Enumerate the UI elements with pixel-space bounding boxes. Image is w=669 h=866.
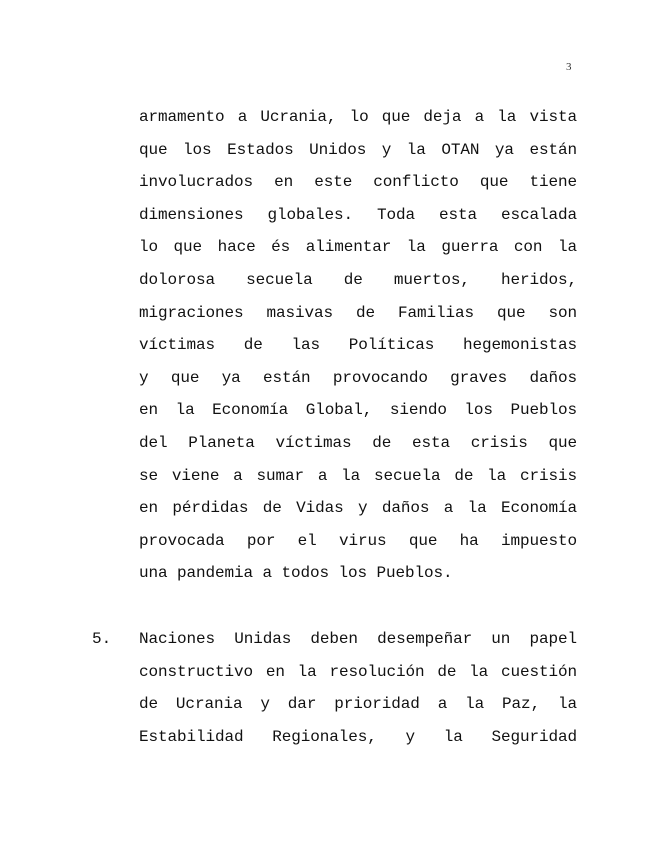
paragraph-line: dolorosa secuela de muertos, heridos, (139, 270, 577, 289)
paragraph-line: Naciones Unidas deben desempeñar un papel (139, 630, 577, 648)
continued-paragraph (139, 104, 577, 593)
paragraph-line: en la Economía Global, siendo los Pueblos (139, 401, 577, 420)
paragraph-line: involucrados en este conflicto que tiene (139, 173, 577, 192)
paragraph-line: armamento a Ucrania, lo que deja a la vista (139, 108, 577, 126)
page-number: 3 (566, 61, 572, 73)
paragraph-line: provocada por el virus que ha impuesto (139, 531, 577, 550)
paragraph-line: que los Estados Unidos y la OTAN ya están (139, 140, 577, 159)
paragraph-line: constructivo en la resolución de la cuestión (139, 662, 577, 681)
paragraph-line: una pandemia a todos los Pueblos. (139, 564, 453, 583)
paragraph-line: víctimas de las Políticas hegemonistas (139, 336, 577, 355)
paragraph-line: dimensiones globales. Toda esta escalada (139, 205, 577, 224)
paragraph-line: y que ya están provocando graves daños (139, 368, 577, 387)
list-item-number: 5. (92, 630, 112, 648)
paragraph-line: migraciones masivas de Familias que son (139, 303, 577, 322)
paragraph-line: del Planeta víctimas de esta crisis que (139, 433, 577, 452)
paragraph-line: se viene a sumar a la secuela de la crisis (139, 466, 577, 485)
paragraph-line: de Ucrania y dar prioridad a la Paz, la (139, 695, 577, 714)
list-item-5-text (139, 626, 577, 756)
paragraph-line: en pérdidas de Vidas y daños a la Economía (139, 499, 577, 518)
paragraph-line: Estabilidad Regionales, y la Seguridad (139, 727, 577, 746)
paragraph-line: lo que hace és alimentar la guerra con la (139, 238, 577, 257)
